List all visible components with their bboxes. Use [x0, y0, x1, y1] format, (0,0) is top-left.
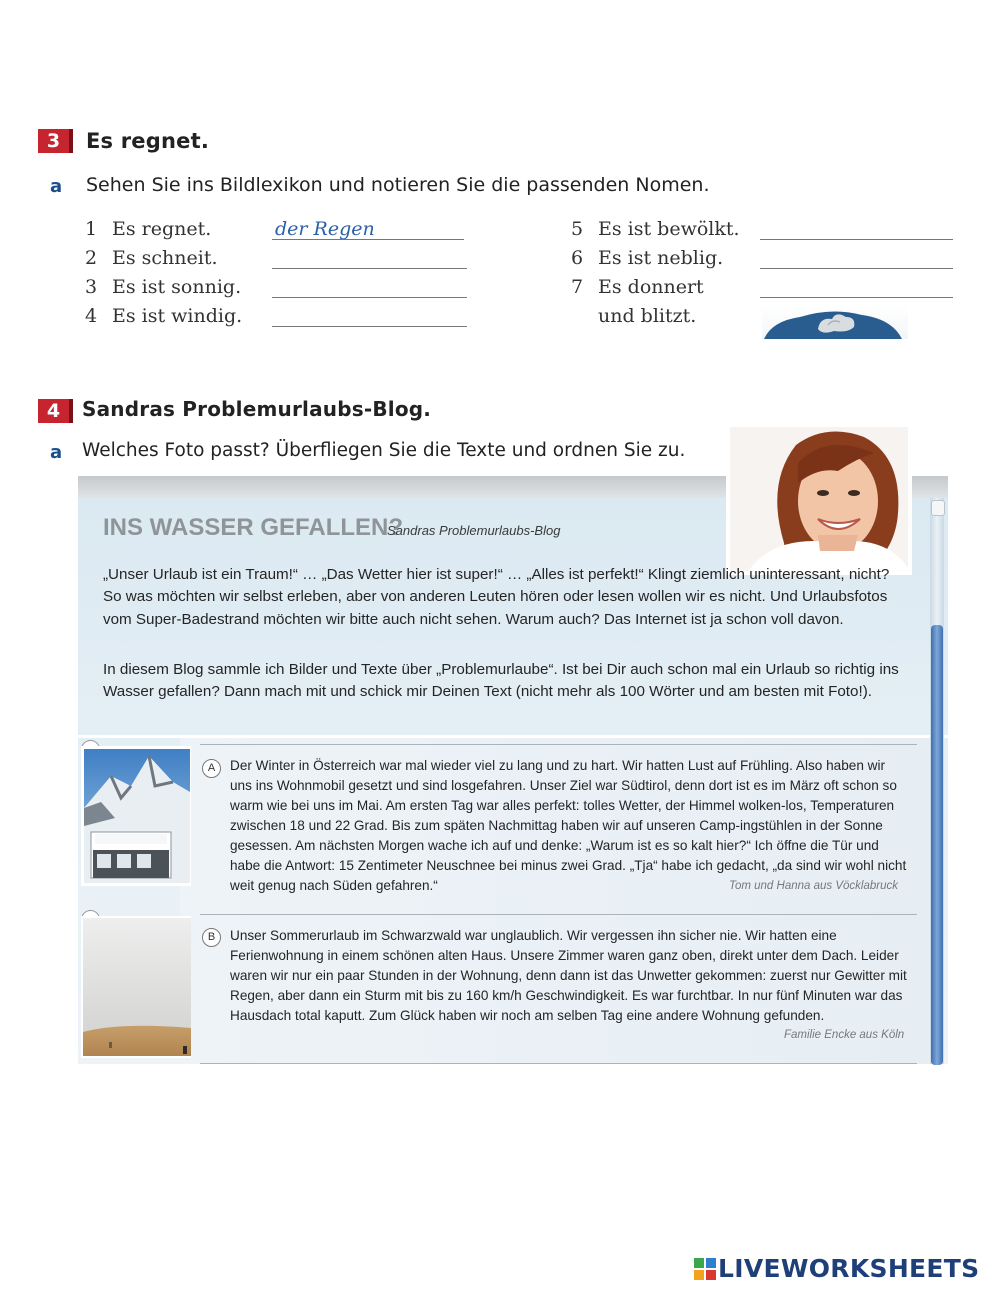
item-7-text: Es donnert	[598, 276, 704, 298]
exercise-3a-task: Sehen Sie ins Bildlexikon und notieren Sie die passenden Nomen.	[86, 174, 710, 196]
scrollbar-thumb[interactable]	[931, 625, 943, 1065]
scrollbar-up-arrow[interactable]	[931, 500, 945, 516]
item-2-number: 2	[85, 247, 98, 269]
blog-heading: INS WASSER GEFALLEN?	[103, 514, 404, 541]
mountain-snow-photo[interactable]	[81, 746, 191, 886]
live-badge-icon	[694, 1258, 716, 1280]
exercise-3-title: Es regnet.	[86, 129, 209, 153]
item-7-number: 7	[571, 276, 584, 298]
item-7-text-line2: und blitzt.	[598, 305, 697, 327]
item-2-text: Es schneit.	[112, 247, 218, 269]
item-4-answer-line[interactable]	[272, 326, 467, 327]
entry-b-author: Familie Encke aus Köln	[784, 1029, 905, 1041]
item-6-text: Es ist neblig.	[598, 247, 724, 269]
item-7-answer-line[interactable]	[760, 297, 953, 298]
exercise-4-number: 4	[38, 399, 73, 423]
woman-portrait-photo[interactable]	[726, 423, 912, 575]
entry-a-top-rule	[200, 744, 917, 745]
entry-a-text: Der Winter in Österreich war mal wieder viel zu lang und zu hart. Wir hatten Lust auf Frühling. Also haben wir uns ins Wohnmobil gesetzt und sind losgefahren. Unser Ziel war Südtirol, denn dort ist es im März oft schon so warm wie bei uns im Mai. Am ersten Tag war alles perfekt: tolles Wetter, der Himmel wolken-los, Temperaturen zwischen 18 und 22 Grad. Bis zum späten Nachmittag haben wir auf unseren Camp-ingstühlen in der Sonne gesessen. Am nächsten Morgen wache ich auf und denke: „Warum ist es so kalt hier?“ Ich öffne die Tür und habe die Antwort: 15 Zentimeter Neuschnee bei minus zwei Grad. „Tja“ habe ich gedacht, „da sind wir wohl nicht weit genug nach Süden gefahren.“	[230, 758, 907, 893]
foggy-beach-photo[interactable]	[81, 916, 191, 1058]
item-5-text: Es ist bewölkt.	[598, 218, 740, 240]
item-1-text: Es regnet.	[112, 218, 212, 240]
entry-a-letter-badge: A	[202, 759, 221, 778]
item-1-number: 1	[85, 218, 98, 240]
exercise-3a-letter: a	[50, 176, 63, 197]
item-3-number: 3	[85, 276, 98, 298]
exercise-3-number: 3	[38, 129, 73, 153]
liveworksheets-wordmark: LIVEWORKSHEETS	[718, 1254, 980, 1283]
liveworksheets-logo[interactable]	[694, 1255, 990, 1285]
item-5-answer-line[interactable]	[760, 239, 953, 240]
entry-b-top-rule	[200, 914, 917, 915]
item-6-number: 6	[571, 247, 584, 269]
entry-b-letter-badge: B	[202, 928, 221, 947]
entry-b-bottom-rule	[200, 1063, 917, 1064]
entry-a-author: Tom und Hanna aus Vöcklabruck	[729, 880, 898, 892]
blog-intro-paragraph-1: „Unser Urlaub ist ein Traum!“ … „Das Wetter hier ist super!“ … „Alles ist perfekt!“ Klingt ziemlich uninteressant, nicht? So was möchten wir selbst erleben, aber von anderen Leuten hören oder lesen wollen wir es nicht. Und Urlaubsfotos vom Super-Badestrand möchten wir bitte auch nicht sehen. Warum auch? Das Internet ist ja schon voll davon.	[103, 566, 890, 628]
thunder-cloud-image	[762, 305, 908, 339]
item-6-answer-line[interactable]	[760, 268, 953, 269]
item-2-answer-line[interactable]	[272, 268, 467, 269]
exercise-4a-letter: a	[50, 442, 63, 463]
entry-b-text: Unser Sommerurlaub im Schwarzwald war unglaublich. Wir vergessen ihn sicher nie. Wir hatten eine Ferienwohnung in einem schönen alten Haus. Unsere Zimmer waren ganz oben, direkt unter dem Dach. Leider waren wir nur ein paar Stunden in der Wohnung, denn dann ist das Unwetter gekommen: zuerst nur Gewitter mit Regen, aber dann ein Sturm mit bis zu 160 km/h Geschwindigkeit. Es war furchtbar. In nur fünf Minuten war das Hausdach total kaputt. Zum Glück haben wir noch am selben Tag eine andere Wohnung gefunden.	[230, 928, 907, 1023]
item-5-number: 5	[571, 218, 584, 240]
exercise-4a-task: Welches Foto passt? Überfliegen Sie die Texte und ordnen Sie zu.	[82, 440, 686, 461]
item-1-answer[interactable]: der Regen	[275, 218, 375, 240]
item-3-text: Es ist sonnig.	[112, 276, 242, 298]
blog-subheading: Sandras Problemurlaubs-Blog	[387, 523, 561, 538]
exercise-4-title: Sandras Problemurlaubs-Blog.	[82, 397, 432, 421]
item-4-number: 4	[85, 305, 98, 327]
item-1-answer-line[interactable]	[272, 239, 464, 240]
item-3-answer-line[interactable]	[272, 297, 467, 298]
item-4-text: Es ist windig.	[112, 305, 243, 327]
blog-intro-paragraph-2: In diesem Blog sammle ich Bilder und Texte über „Problemurlaube“. Ist bei Dir auch schon mal ein Urlaub so richtig ins Wasser gefallen? Dann mach mit und schick mir Deinen Text (nicht mehr als 100 Wörter und am besten mit Foto!).	[103, 661, 899, 701]
